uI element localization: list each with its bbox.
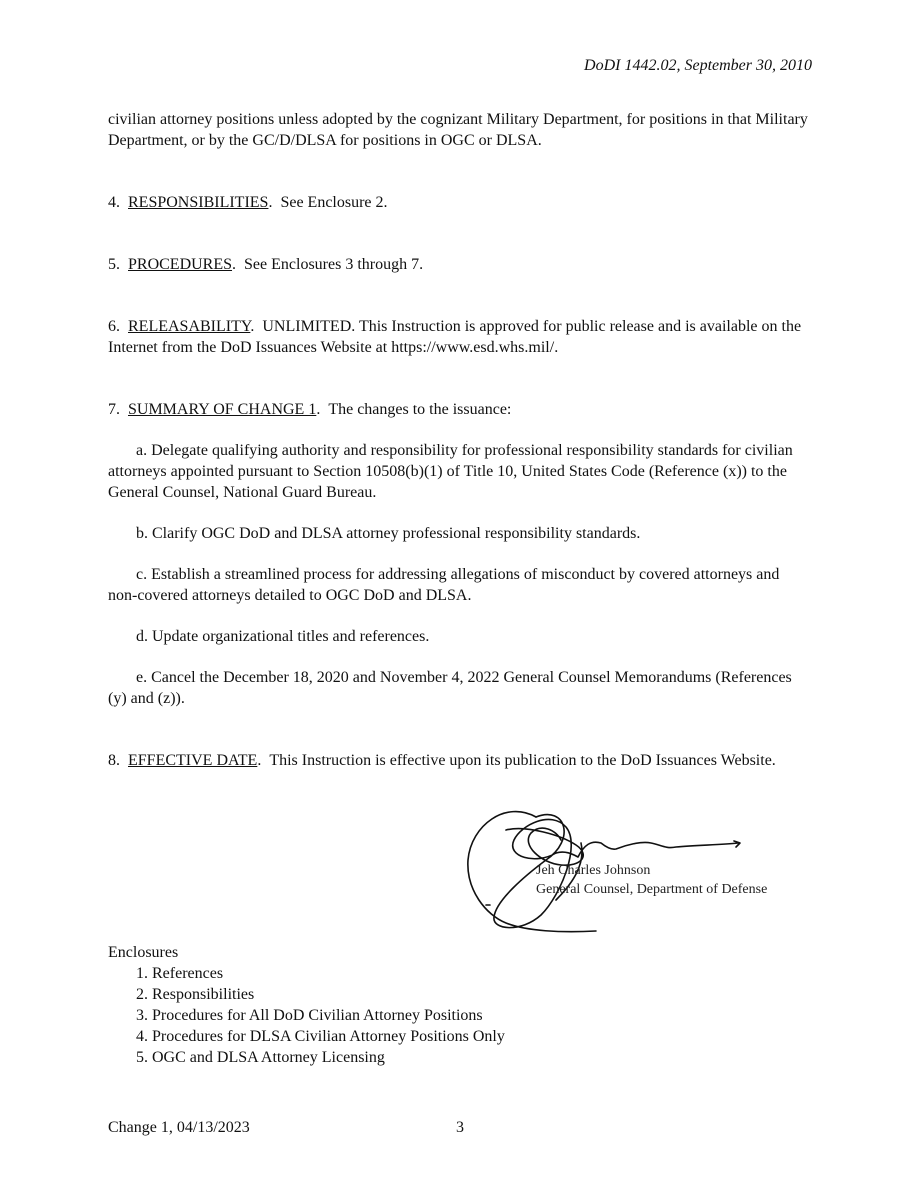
section-5: 5. PROCEDURES. See Enclosures 3 through 7.: [108, 256, 424, 273]
change-item-e: e. Cancel the December 18, 2020 and November 4, 2022 General Counsel Memorandums (References (y) and (z)).: [108, 669, 792, 707]
enclosures-section: [108, 942, 505, 1068]
section-8-title: EFFECTIVE DATE: [128, 752, 258, 769]
section-5-title: PROCEDURES: [128, 256, 233, 273]
change-label: Change 1, 04/13/2023: [108, 1119, 250, 1136]
section-7-title: SUMMARY OF CHANGE 1: [128, 401, 317, 418]
intro-paragraph: civilian attorney positions unless adopted by the cognizant Military Department, for positions in that Military Department, or by the GC/D/DLSA for positions in OGC or DLSA.: [108, 111, 808, 149]
section-6: 6. RELEASABILITY. UNLIMITED. This Instruction is approved for public release and is available on the Internet from the DoD Issuances Website at https://www.esd.whs.mil/.: [108, 318, 802, 356]
section-4: 4. RESPONSIBILITIES. See Enclosure 2.: [108, 194, 388, 211]
enclosures-list: [108, 963, 505, 1068]
signatory-title: General Counsel, Department of Defense: [536, 882, 768, 897]
list-item: 1. References: [136, 965, 224, 982]
signatory-name: Jeh Charles Johnson: [536, 863, 651, 878]
change-item-a: a. Delegate qualifying authority and responsibility for professional responsibility standards for civilian attorneys appointed pursuant to Section 10508(b)(1) of Title 10, United States Code (Reference (x)) to the General Counsel, National Guard Bureau.: [108, 442, 793, 501]
list-item: 4. Procedures for DLSA Civilian Attorney Positions Only: [136, 1028, 505, 1045]
section-8: 8. EFFECTIVE DATE. This Instruction is effective upon its publication to the DoD Issuances Website.: [108, 752, 776, 769]
document-header: DoDI 1442.02, September 30, 2010: [584, 57, 812, 74]
document-body: [108, 109, 808, 771]
enclosures-heading: Enclosures: [108, 944, 179, 961]
section-4-title: RESPONSIBILITIES: [128, 194, 269, 211]
section-6-title: RELEASABILITY: [128, 318, 251, 335]
page-number: 3: [456, 1119, 464, 1136]
list-item: 2. Responsibilities: [136, 986, 255, 1003]
document-footer: [108, 1118, 808, 1138]
section-7: 7. SUMMARY OF CHANGE 1. The changes to the issuance:: [108, 401, 512, 418]
change-item-d: d. Update organizational titles and references.: [136, 628, 430, 645]
list-item: 5. OGC and DLSA Attorney Licensing: [136, 1049, 385, 1066]
change-item-c: c. Establish a streamlined process for addressing allegations of misconduct by covered attorneys and non-covered attorneys detailed to OGC DoD and DLSA.: [108, 566, 780, 604]
change-item-b: b. Clarify OGC DoD and DLSA attorney professional responsibility standards.: [136, 525, 641, 542]
signature-block: [466, 805, 826, 940]
list-item: 3. Procedures for All DoD Civilian Attorney Positions: [136, 1007, 483, 1024]
